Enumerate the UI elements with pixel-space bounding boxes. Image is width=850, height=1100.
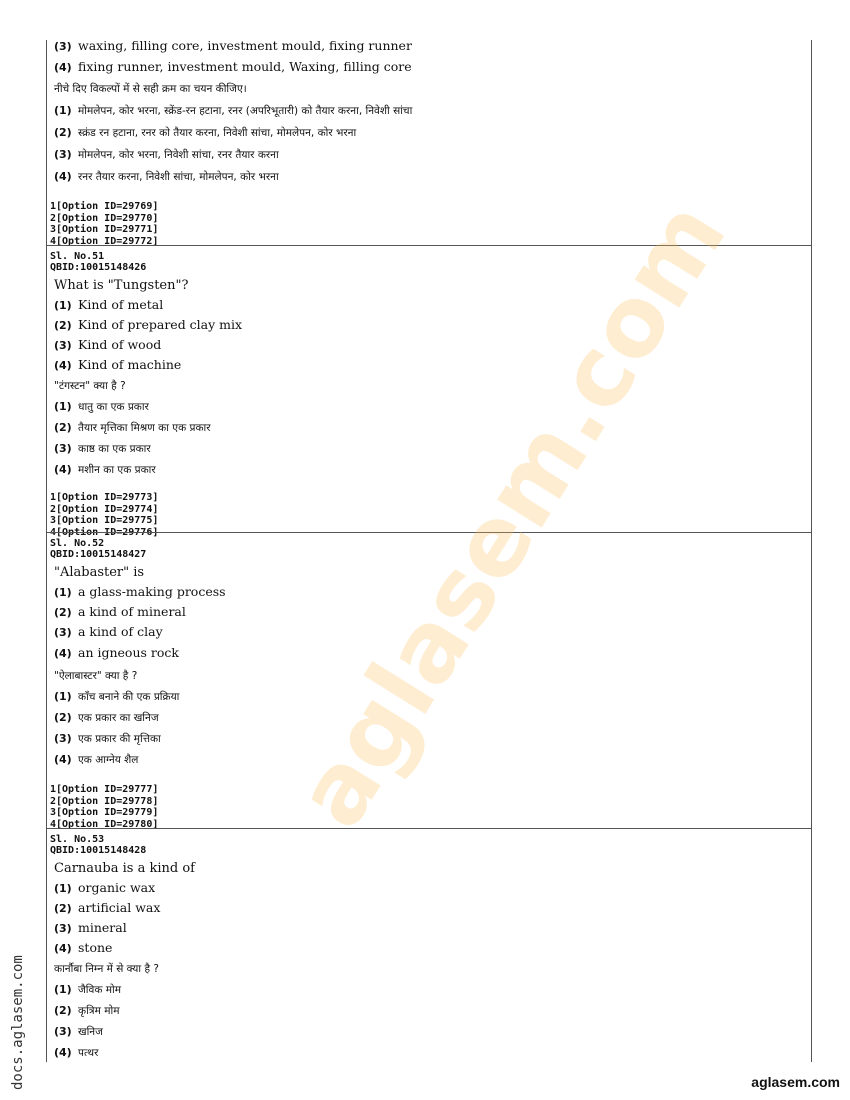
side-url: docs.aglasem.com [10, 955, 26, 1090]
option-hi-1: (1) मोमलेपन, कोर भरना, स्क्रेंड-रन हटाना, रनर (अपरिभूतारी) को तैयार करना, निवेशी सांचा [54, 104, 413, 117]
option-id: 4[Option ID=29772] [50, 235, 159, 247]
option-id: 2[Option ID=29774] [50, 503, 159, 515]
question-50-continuation [46, 36, 810, 247]
option-en-2: (2) artificial wax [54, 900, 161, 915]
option-en-4: (4) an igneous rock [54, 645, 179, 660]
option-hi-3: (3) काष्ठ का एक प्रकार [54, 442, 151, 455]
option-ids [46, 784, 810, 830]
option-id: 1[Option ID=29777] [50, 784, 159, 795]
option-id: 4[Option ID=29780] [50, 818, 159, 830]
option-hi-1: (1) जैविक मोम [54, 983, 122, 996]
option-id: 4[Option ID=29776] [50, 526, 159, 538]
option-id: 3[Option ID=29779] [50, 807, 159, 818]
option-hi-4: (4) पत्थर [54, 1046, 99, 1059]
option-en-3: (3) waxing, filling core, investment mould, fixing runner [54, 38, 412, 53]
footer-brand: aglasem.com [751, 1074, 840, 1090]
option-id: 2[Option ID=29778] [50, 795, 159, 807]
option-en-1: (1) Kind of metal [54, 297, 164, 312]
question-en: "Alabaster" is [54, 565, 145, 580]
option-id: 3[Option ID=29775] [50, 515, 159, 526]
option-en-4: (4) fixing runner, investment mould, Waxing, filling core [54, 59, 412, 74]
option-hi-3: (3) एक प्रकार की मृत्तिका [54, 732, 161, 745]
question-hi: "ऐलाबास्टर" क्या है ? [54, 670, 138, 682]
option-en-1: (1) a glass-making process [54, 584, 226, 599]
question-hi: "टंगस्टन" क्या है ? [54, 380, 126, 392]
serial-number: Sl. No.51 [50, 251, 105, 262]
option-hi-2: (2) एक प्रकार का खनिज [54, 711, 159, 724]
option-hi-1: (1) धातु का एक प्रकार [54, 400, 149, 413]
option-id: 1[Option ID=29769] [50, 201, 159, 212]
question-53 [46, 834, 810, 1063]
option-hi-2: (2) कृत्रिम मोम [54, 1004, 120, 1017]
option-en-1: (1) organic wax [54, 880, 156, 895]
option-hi-3: (3) खनिज [54, 1025, 103, 1038]
question-en: What is "Tungsten"? [54, 278, 189, 293]
option-hi-1: (1) काँच बनाने की एक प्रक्रिया [54, 690, 180, 703]
option-id: 3[Option ID=29771] [50, 224, 159, 235]
option-hi-4: (4) एक आग्नेय शैल [54, 753, 139, 766]
option-en-4: (4) Kind of machine [54, 357, 182, 372]
qbid: QBID:10015148428 [50, 845, 147, 856]
question-hi: नीचे दिए विकल्पों में से सही क्रम का चयन कीजिए। [54, 83, 247, 95]
option-hi-2: (2) स्क्रंड रन हटाना, रनर को तैयार करना, निवेशी सांचा, मोमलेपन, कोर भरना [54, 126, 357, 139]
option-hi-4: (4) रनर तैयार करना, निवेशी सांचा, मोमलेपन, कोर भरना [54, 170, 279, 183]
option-id: 2[Option ID=29770] [50, 212, 159, 224]
option-hi-3: (3) मोमलेपन, कोर भरना, निवेशी सांचा, रनर तैयार करना [54, 148, 279, 161]
divider [46, 532, 811, 533]
option-en-3: (3) mineral [54, 920, 127, 935]
qbid: QBID:10015148426 [50, 262, 147, 273]
option-en-4: (4) stone [54, 940, 113, 955]
question-51 [46, 251, 810, 538]
question-52 [46, 538, 810, 830]
option-id: 1[Option ID=29773] [50, 492, 159, 503]
option-hi-2: (2) तैयार मृत्तिका मिश्रण का एक प्रकार [54, 421, 211, 434]
qbid: QBID:10015148427 [50, 549, 147, 560]
option-en-2: (2) Kind of prepared clay mix [54, 317, 243, 332]
question-en: Carnauba is a kind of [54, 861, 195, 876]
serial-number: Sl. No.53 [50, 834, 105, 845]
divider [46, 828, 811, 829]
question-hi: कार्नौबा निम्न में से क्या है ? [54, 963, 159, 975]
option-en-3: (3) a kind of clay [54, 624, 163, 639]
option-en-2: (2) a kind of mineral [54, 604, 186, 619]
serial-number: Sl. No.52 [50, 538, 105, 549]
divider [46, 245, 811, 246]
option-en-3: (3) Kind of wood [54, 337, 162, 352]
watermark: aglasem.com [274, 182, 748, 847]
option-ids [46, 201, 810, 247]
option-hi-4: (4) मशीन का एक प्रकार [54, 463, 156, 476]
